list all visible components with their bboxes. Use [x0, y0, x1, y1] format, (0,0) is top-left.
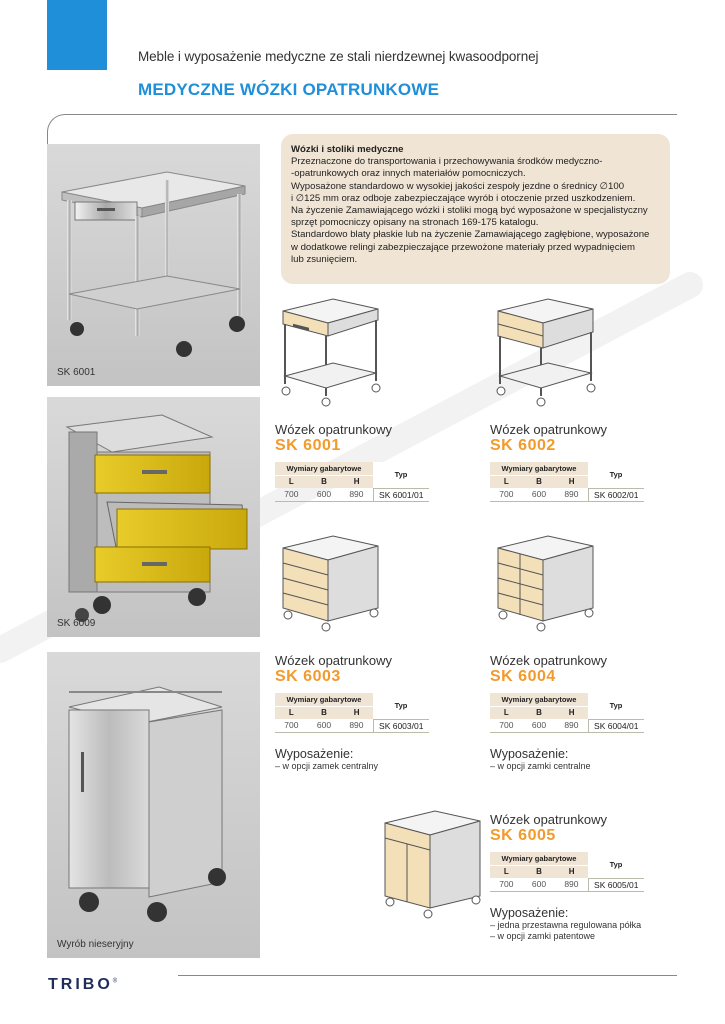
info-line: Standardowo blaty płaskie lub na życzenie Zamawiającego zagłębione, wyposażone: [291, 229, 650, 241]
col-h: H: [555, 475, 588, 488]
dims-header: Wymiary gabarytowe: [490, 852, 588, 865]
product-name: Wózek opatrunkowy: [490, 812, 608, 827]
value-b: 600: [308, 488, 341, 501]
info-line: Przeznaczone do transportowania i przechowywania środków medyczno-: [291, 156, 603, 168]
value-type: SK 6003/01: [373, 719, 429, 732]
dimensions-table: [490, 852, 644, 892]
product-name: Wózek opatrunkowy: [490, 422, 608, 437]
product-code: SK 6001: [275, 437, 341, 454]
drawing-sk6001: [278, 296, 383, 408]
drawing-sk6003: [278, 533, 383, 633]
col-b: B: [308, 706, 341, 719]
equipment-item: – w opcji zamek centralny: [275, 760, 379, 771]
value-b: 600: [523, 719, 556, 732]
equipment-item: – w opcji zamki centralne: [490, 760, 591, 771]
page-title: MEDYCZNE WÓZKI OPATRUNKOWE: [138, 80, 440, 99]
equipment-item: – w opcji zamki patentowe: [490, 930, 596, 941]
col-b: B: [523, 475, 556, 488]
type-header: Typ: [373, 462, 429, 488]
dimensions-table: [490, 693, 644, 733]
product-sk6002: [490, 422, 680, 502]
drawing-sk6004: [493, 533, 598, 633]
dims-header: Wymiary gabarytowe: [275, 693, 373, 706]
col-l: L: [490, 865, 523, 878]
product-code: SK 6002: [490, 437, 556, 454]
value-l: 700: [490, 488, 523, 501]
product-name: Wózek opatrunkowy: [275, 422, 393, 437]
col-l: L: [490, 475, 523, 488]
value-b: 600: [523, 488, 556, 501]
product-code: SK 6004: [490, 668, 556, 685]
equipment-item: – jedna przestawna regulowana półka: [490, 919, 642, 930]
value-l: 700: [275, 719, 308, 732]
dims-header: Wymiary gabarytowe: [490, 693, 588, 706]
info-line: i ∅125 mm oraz odboje zabezpieczające wyrób i otoczenie przed uszkodzeniem.: [291, 192, 636, 204]
col-h: H: [340, 706, 373, 719]
photo-custom: [47, 652, 260, 958]
value-l: 700: [490, 719, 523, 732]
dimensions-table: [275, 462, 429, 502]
col-h: H: [555, 706, 588, 719]
col-b: B: [523, 706, 556, 719]
drawing-sk6002: [493, 296, 598, 408]
info-line: -opatrunkowych oraz innych materiałów pomocniczych.: [291, 168, 526, 180]
value-h: 890: [340, 719, 373, 732]
value-l: 700: [275, 488, 308, 501]
info-line: w dodatkowe relingi zabezpieczające przewożone materiały przed wypadnięciem: [291, 241, 635, 253]
photo-caption: Wyrób nieseryjny: [57, 939, 134, 950]
info-line: lub zsunięciem.: [291, 253, 358, 265]
product-sk6003: [275, 653, 465, 772]
col-l: L: [490, 706, 523, 719]
value-l: 700: [490, 878, 523, 891]
value-h: 890: [555, 878, 588, 891]
value-type: SK 6005/01: [588, 878, 644, 891]
logo-text: TRIBO: [48, 976, 113, 993]
registered-mark: ®: [112, 978, 118, 985]
type-header: Typ: [373, 693, 429, 719]
info-line: Na życzenie Zamawiającego wózki i stoliki mogą być wyposażone w specjalistyczny: [291, 205, 648, 217]
type-header: Typ: [588, 852, 644, 878]
col-h: H: [555, 865, 588, 878]
col-b: B: [523, 865, 556, 878]
type-header: Typ: [588, 693, 644, 719]
product-name: Wózek opatrunkowy: [490, 653, 608, 668]
footer-rule: [178, 975, 677, 976]
drawing-sk6005: [380, 808, 485, 923]
info-line: sprzęt pomocniczy opisany na stronach 169-175 katalogu.: [291, 217, 539, 229]
page-subtitle: Meble i wyposażenie medyczne ze stali nierdzewnej kwasoodpornej: [138, 49, 539, 64]
value-h: 890: [555, 488, 588, 501]
dims-header: Wymiary gabarytowe: [275, 462, 373, 475]
drawer-trolley-image: [47, 397, 260, 637]
col-h: H: [340, 475, 373, 488]
photo-caption: SK 6001: [57, 367, 96, 378]
value-type: SK 6004/01: [588, 719, 644, 732]
value-type: SK 6001/01: [373, 488, 429, 501]
product-code: SK 6005: [490, 827, 556, 844]
col-l: L: [275, 475, 308, 488]
header-accent-bar: [47, 0, 107, 70]
value-h: 890: [555, 719, 588, 732]
info-title: Wózki i stoliki medyczne: [291, 144, 404, 155]
trolley-photo-image: [47, 144, 260, 386]
value-type: SK 6002/01: [588, 488, 644, 501]
value-b: 600: [523, 878, 556, 891]
product-sk6001: [275, 422, 465, 502]
product-name: Wózek opatrunkowy: [275, 653, 393, 668]
dimensions-table: [275, 693, 429, 733]
value-b: 600: [308, 719, 341, 732]
col-l: L: [275, 706, 308, 719]
equipment-title: Wyposażenie:: [275, 746, 354, 761]
col-b: B: [308, 475, 341, 488]
photo-caption: SK 6009: [57, 618, 96, 629]
value-h: 890: [340, 488, 373, 501]
cabinet-trolley-image: [47, 652, 260, 958]
photo-sk6001: [47, 144, 260, 386]
dimensions-table: [490, 462, 644, 502]
product-sk6005: [490, 812, 680, 942]
product-code: SK 6003: [275, 668, 341, 685]
equipment-title: Wyposażenie:: [490, 746, 569, 761]
info-box: [281, 134, 670, 284]
photo-sk6009: [47, 397, 260, 637]
type-header: Typ: [588, 462, 644, 488]
info-line: Wyposażone standardowo w wysokiej jakości zespoły jezdne o średnicy ∅100: [291, 180, 625, 192]
product-sk6004: [490, 653, 680, 772]
tribo-logo: [48, 976, 117, 994]
dims-header: Wymiary gabarytowe: [490, 462, 588, 475]
equipment-title: Wyposażenie:: [490, 905, 569, 920]
